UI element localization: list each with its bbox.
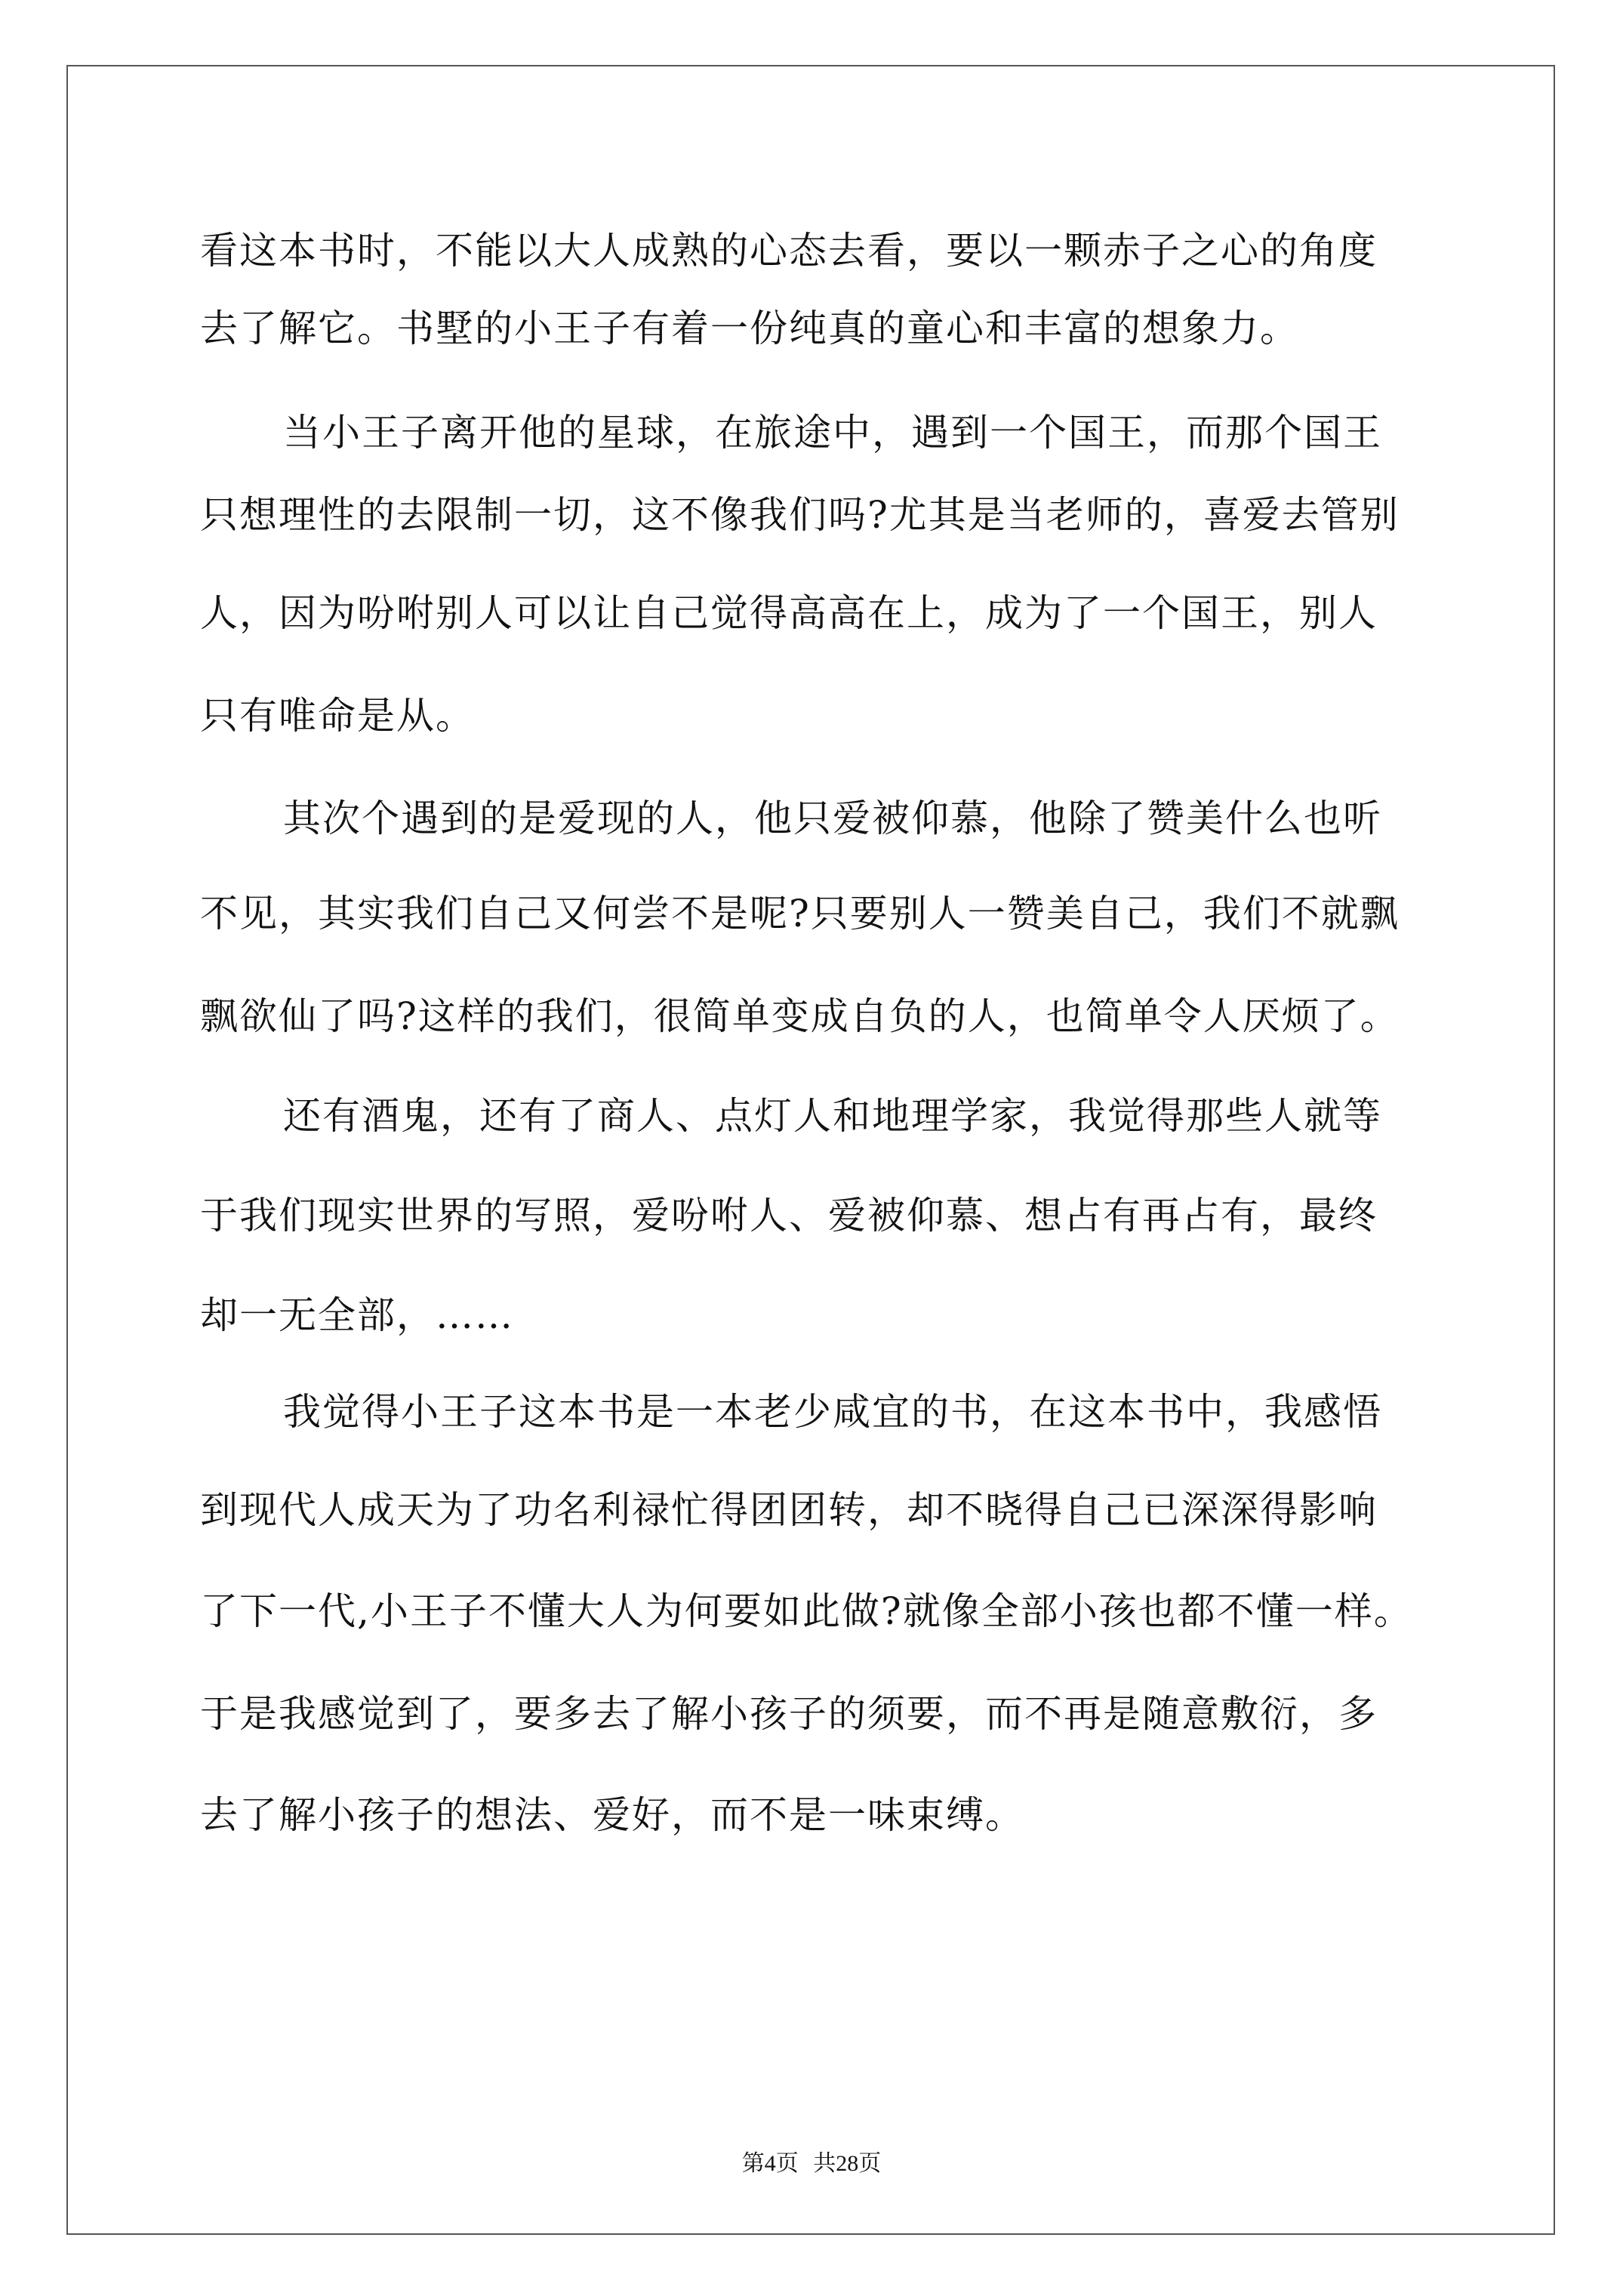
page-footer	[0, 2144, 1623, 2177]
page-number: 第4页	[741, 2151, 799, 2176]
text-line: 去了解小孩子的想法、爱好，而不是一味束缚。	[200, 1793, 1024, 1837]
text-line: 去了解它。书墅的小王子有着一份纯真的童心和丰富的想象力。	[200, 307, 1299, 350]
text-line: 看这本书时，不能以大人成熟的心态去看，要以一颗赤子之心的角度	[200, 229, 1378, 273]
text-line: 却一无全部，……	[200, 1293, 514, 1337]
text-line: 只想理性的去限制一切，这不像我们吗?尤其是当老师的，喜爱去管别	[200, 493, 1400, 537]
text-line: 到现代人成天为了功名利禄忙得团团转，却不晓得自己已深深得影响	[200, 1488, 1378, 1532]
text-line: 还有酒鬼，还有了商人、点灯人和地理学家，我觉得那些人就等	[283, 1094, 1382, 1138]
text-line: 于我们现实世界的写照，爱吩咐人、爱被仰慕、想占有再占有，最终	[200, 1194, 1378, 1237]
text-line: 人，因为吩咐别人可以让自己觉得高高在上，成为了一个国王，别人	[200, 591, 1378, 635]
page-border	[66, 65, 1555, 2235]
text-line: 不见，其实我们自己又何尝不是呢?只要别人一赞美自己，我们不就飘	[200, 892, 1400, 935]
text-line: 当小王子离开他的星球，在旅途中，遇到一个国王，而那个国王	[283, 411, 1382, 455]
text-line: 我觉得小王子这本书是一本老少咸宜的书，在这本书中，我感悟	[283, 1390, 1382, 1434]
text-line: 飘欲仙了吗?这样的我们，很简单变成自负的人，也简单令人厌烦了。	[200, 994, 1400, 1038]
text-line: 于是我感觉到了，要多去了解小孩子的须要，而不再是随意敷衍，多	[200, 1692, 1378, 1736]
text-line: 只有唯命是从。	[200, 694, 475, 738]
text-line: 其次个遇到的是爱现的人，他只爱被仰慕，他除了赞美什么也听	[283, 797, 1382, 840]
text-line: 了下一代,小王子不懂大人为何要如此做?就像全部小孩也都不懂一样。	[200, 1589, 1413, 1633]
page-total: 共28页	[813, 2151, 882, 2176]
